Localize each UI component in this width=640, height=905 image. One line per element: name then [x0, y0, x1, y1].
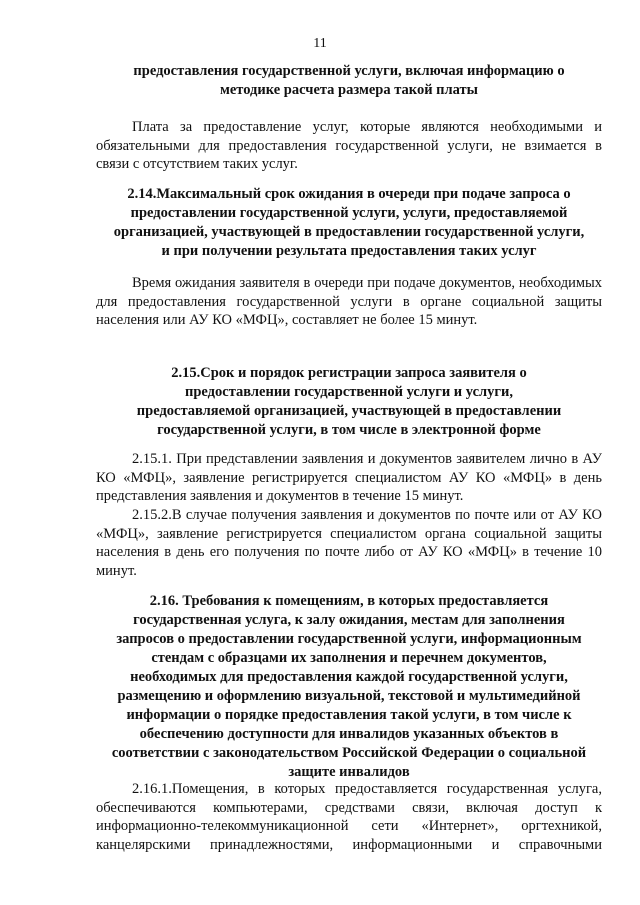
paragraph-2-16-1: 2.16.1.Помещения, в которых предоставляется государственная услуга, обеспечиваются компьютерами, средствами связи, включая доступ к информационно-телекоммуникационной сети «Интернет», оргтехникой, канцелярскими принадлежностями, информационными и справочными [96, 781, 602, 853]
heading-line: необходимых для предоставления каждой государственной услуги, [130, 669, 568, 685]
heading-line: предоставления государственной услуги, включая информацию о [133, 63, 565, 79]
heading-line: размещению и оформлению визуальной, текстовой и мультимедийной [117, 688, 581, 704]
page-number: 11 [313, 36, 327, 51]
paragraph-fee: Плата за предоставление услуг, которые являются необходимыми и обязательными для предоставления государственной услуги, не взимается в связи с отсутствием таких услуг. [96, 119, 602, 173]
heading-line: защите инвалидов [288, 764, 410, 780]
heading-2-16 [96, 592, 602, 782]
heading-line: методике расчета размера такой платы [219, 82, 478, 98]
heading-line: соответствии с законодательством Российской Федерации о социальной [111, 745, 587, 761]
heading-line: 2.16. Требования к помещениям, в которых предоставляется [149, 593, 549, 609]
heading-line: обеспечению доступности для инвалидов указанных объектов в [139, 726, 559, 742]
heading-line: и при получении результата предоставления таких услуг [161, 243, 537, 259]
heading-line: государственная услуга, к залу ожидания, местам для заполнения [133, 612, 565, 628]
heading-2-14 [96, 185, 602, 261]
heading-fee-info [96, 62, 602, 100]
paragraph-2-14: Время ожидания заявителя в очереди при подаче документов, необходимых для предоставления государственной услуги в органе социальной защиты населения или АУ КО «МФЦ», составляет не более 15 минут. [96, 275, 602, 329]
paragraph-2-15-2: 2.15.2.В случае получения заявления и документов по почте или от АУ КО «МФЦ», заявление регистрируется специалистом органа социальной защиты населения в день его получения по почте либо от АУ КО «МФЦ» в течение 10 минут. [96, 507, 602, 579]
heading-line: предоставляемой организацией, участвующей в предоставлении [136, 403, 562, 419]
heading-line: организацией, участвующей в предоставлении государственной услуги, [113, 224, 585, 240]
heading-line: государственной услуги, в том числе в электронной форме [157, 422, 541, 438]
heading-line: запросов о предоставлении государственной услуги, информационным [116, 631, 582, 647]
heading-line: предоставлении государственной услуги, услуги, предоставляемой [130, 205, 568, 221]
heading-line: 2.14.Максимальный срок ожидания в очереди при подаче запроса о [127, 186, 571, 202]
heading-2-15 [96, 364, 602, 440]
heading-line: стендам с образцами их заполнения и перечнем документов, [151, 650, 547, 666]
paragraph-2-15-1: 2.15.1. При представлении заявления и документов заявителем лично в АУ КО «МФЦ», заявление регистрируется специалистом АУ КО «МФЦ» в день представления заявления и документов в течение 15 минут. [96, 451, 602, 505]
heading-line: 2.15.Срок и порядок регистрации запроса заявителя о [171, 365, 527, 381]
heading-line: предоставлении государственной услуги и услуги, [185, 384, 513, 400]
heading-line: информации о порядке предоставления такой услуги, в том числе к [126, 707, 572, 723]
